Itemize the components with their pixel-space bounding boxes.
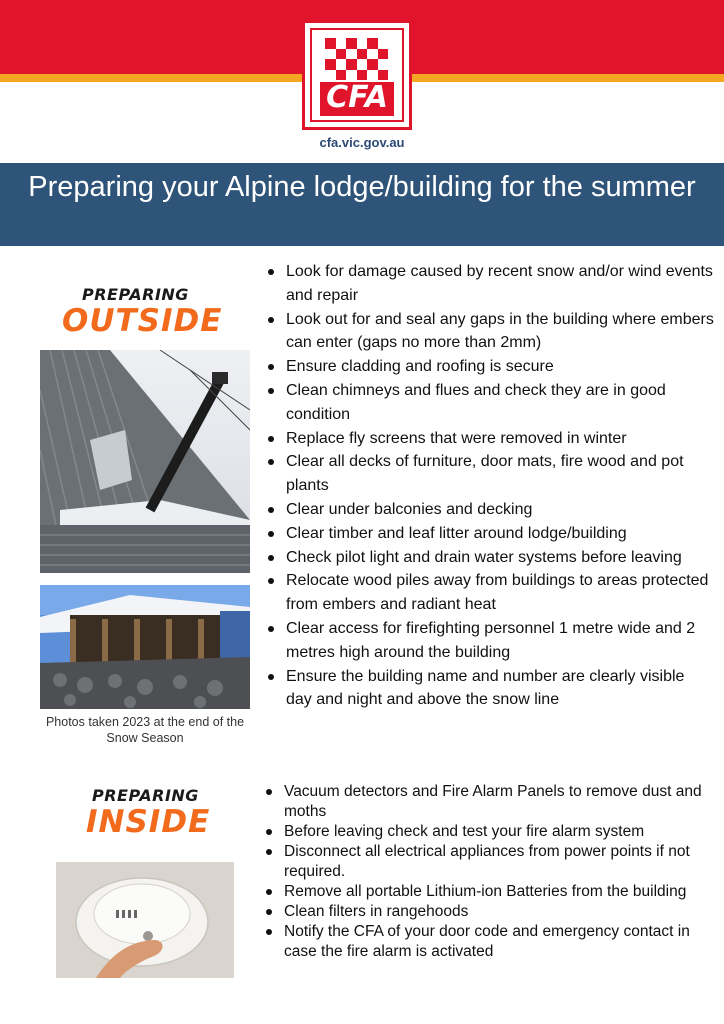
outside-heading-small: PREPARING (82, 285, 189, 304)
outside-checklist (264, 260, 714, 712)
list-item: Clear under balconies and decking (264, 498, 714, 522)
list-item: Vacuum detectors and Fire Alarm Panels to remove dust and moths (262, 782, 712, 822)
logo-text: CFA (326, 80, 388, 115)
smoke-alarm-photo (56, 862, 234, 978)
list-item: Ensure the building name and number are clearly visible day and night and above the snow line (264, 665, 714, 713)
inside-heading-big: INSIDE (86, 804, 211, 840)
list-item: Clear all decks of furniture, door mats, fire wood and pot plants (264, 450, 714, 498)
roof-chimney-photo (40, 350, 250, 573)
list-item: Notify the CFA of your door code and emergency contact in case the fire alarm is activated (262, 922, 712, 962)
list-item: Ensure cladding and roofing is secure (264, 355, 714, 379)
list-item: Disconnect all electrical appliances from power points if not required. (262, 842, 712, 882)
page-title: Preparing your Alpine lodge/building for the summer (28, 171, 696, 203)
list-item: Clear access for firefighting personnel 1 metre wide and 2 metres high around the building (264, 617, 714, 665)
photo-caption: Photos taken 2023 at the end of the Snow Season (45, 715, 245, 745)
list-item: Check pilot light and drain water systems before leaving (264, 546, 714, 570)
site-url: cfa.vic.gov.au (319, 135, 405, 150)
outside-heading-big: OUTSIDE (62, 303, 223, 339)
list-item: Relocate wood piles away from buildings to areas protected from embers and radiant heat (264, 569, 714, 617)
cfa-logo (302, 20, 412, 130)
cfa-logo-frame (310, 28, 404, 122)
lodge-balcony-photo (40, 585, 250, 709)
inside-heading-small: PREPARING (92, 786, 199, 805)
list-item: Before leaving check and test your fire alarm system (262, 822, 712, 842)
list-item: Clean chimneys and flues and check they are in good condition (264, 379, 714, 427)
list-item: Look out for and seal any gaps in the building where embers can enter (gaps no more than 2mm) (264, 308, 714, 356)
list-item: Look for damage caused by recent snow and/or wind events and repair (264, 260, 714, 308)
list-item: Clear timber and leaf litter around lodge/building (264, 522, 714, 546)
list-item: Clean filters in rangehoods (262, 902, 712, 922)
checker-pattern-icon (325, 38, 389, 80)
list-item: Replace fly screens that were removed in winter (264, 427, 714, 451)
list-item: Remove all portable Lithium-ion Batteries from the building (262, 882, 712, 902)
inside-checklist (262, 782, 712, 962)
